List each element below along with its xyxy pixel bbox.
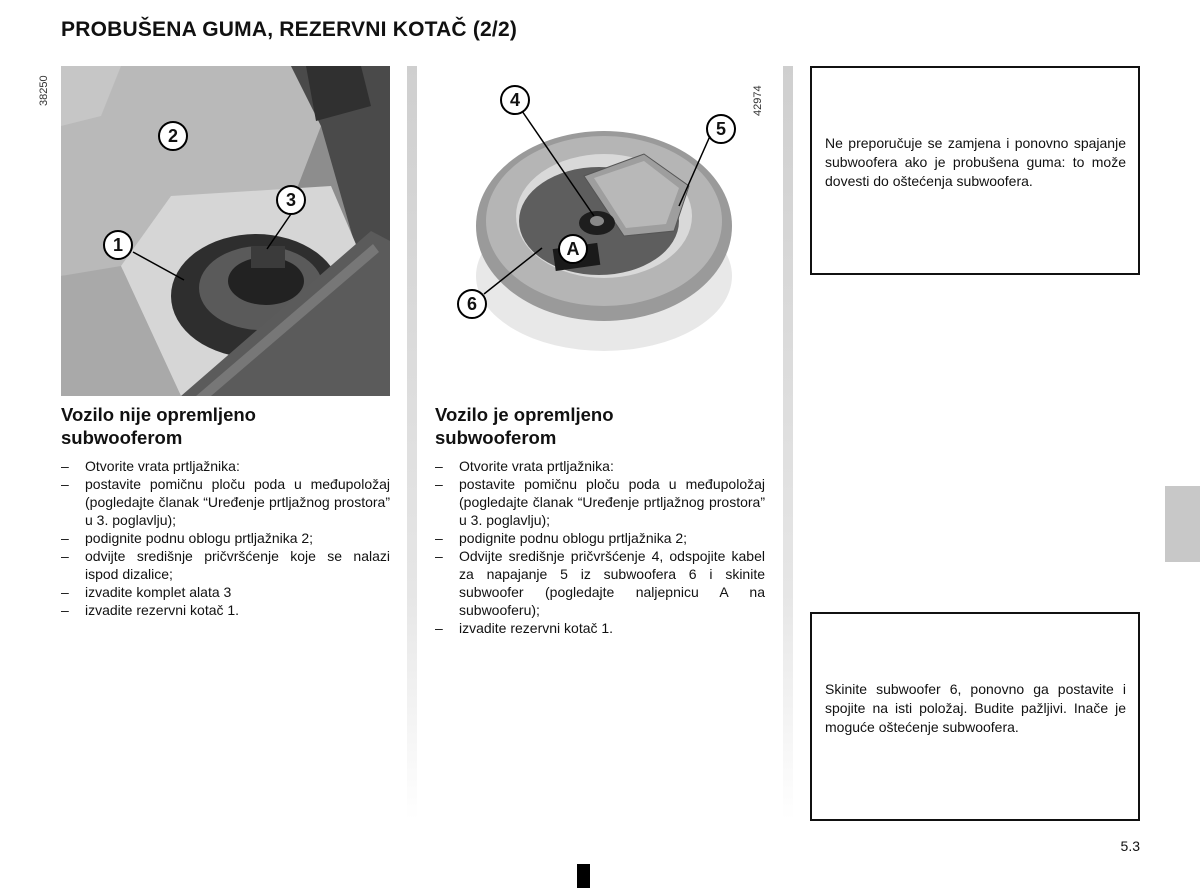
print-mark — [577, 864, 590, 888]
callout-6: 6 — [457, 289, 487, 319]
column-divider — [783, 66, 793, 820]
page-title: PROBUŠENA GUMA, REZERVNI KOTAČ (2/2) — [61, 18, 518, 41]
list-item: – izvadite komplet alata 3 — [61, 583, 390, 601]
list-item: – odvijte središnje pričvršćenje koje se nalazi ispod dizalice; — [61, 547, 390, 583]
list-item: – izvadite rezervni kotač 1. — [61, 601, 390, 619]
instruction-list — [61, 457, 390, 619]
callout-4: 4 — [500, 85, 530, 115]
callout-A: A — [558, 234, 588, 264]
note-box — [810, 612, 1140, 821]
section-heading: Vozilo je opremljeno subwooferom — [435, 404, 614, 448]
section-tab — [1165, 486, 1200, 562]
image-code: 38250 — [38, 75, 50, 106]
note-box — [810, 66, 1140, 275]
instruction-list — [435, 457, 765, 637]
list-item: – Odvijte središnje pričvršćenje 4, odspojite kabel za napajanje 5 iz subwoofera 6 i skinite subwoofer (pogledajte naljepnicu A na subwooferu); — [435, 547, 765, 619]
list-item: – postavite pomičnu ploču poda u međupoložaj (pogledajte članak “Uređenje prtljažnog prostora” u 3. poglavlju); — [61, 475, 390, 529]
list-item: – Otvorite vrata prtljažnika: — [61, 457, 390, 475]
callout-1: 1 — [103, 230, 133, 260]
note-text: Skinite subwoofer 6, ponovno ga postavite i spojite na isti položaj. Budite pažljivi. Inače je moguće oštećenje subwoofera. — [825, 681, 1126, 735]
callout-3: 3 — [276, 185, 306, 215]
callout-2: 2 — [158, 121, 188, 151]
page-number: 5.3 — [1120, 838, 1140, 854]
leader-lines — [434, 66, 764, 366]
column-divider — [407, 66, 417, 820]
leader-lines — [61, 66, 390, 396]
list-item: – podignite podnu oblogu prtljažnika 2; — [61, 529, 390, 547]
callout-5: 5 — [706, 114, 736, 144]
list-item: – Otvorite vrata prtljažnika: — [435, 457, 765, 475]
list-item: – podignite podnu oblogu prtljažnika 2; — [435, 529, 765, 547]
list-item: – postavite pomičnu ploču poda u međupoložaj (pogledajte članak “Uređenje prtljažnog prostora” u 3. poglavlju); — [435, 475, 765, 529]
note-text: Ne preporučuje se zamjena i ponovno spajanje subwoofera ako je probušena guma: to može dovesti do oštećenja subwoofera. — [825, 135, 1126, 189]
list-item: – izvadite rezervni kotač 1. — [435, 619, 765, 637]
image-code: 42974 — [752, 85, 764, 116]
section-heading: Vozilo nije opremljeno subwooferom — [61, 404, 256, 448]
